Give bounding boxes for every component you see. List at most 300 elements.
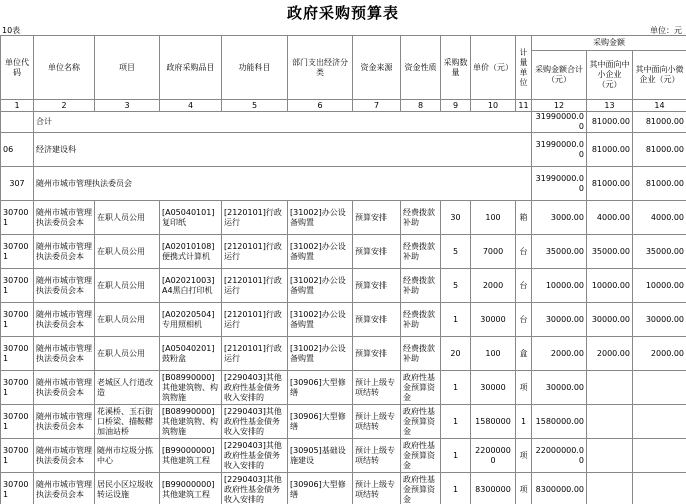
- col-number: 2: [34, 100, 95, 112]
- form-number: 10表: [2, 26, 21, 35]
- fund-source-cell: [353, 405, 401, 439]
- unit-name-cell: [34, 439, 95, 473]
- unit-meas-cell: [516, 235, 532, 269]
- table-row: [1, 371, 686, 405]
- unit-code-cell: [1, 201, 34, 235]
- header-sme: 其中面向中小企业（元）: [587, 51, 633, 100]
- amount-total-text: 30000.00: [545, 382, 584, 392]
- item-cell: [95, 303, 160, 337]
- unit-meas-cell-text: 项: [519, 382, 528, 392]
- catalog-cell-text: [A02021003]A4黑白打印机: [162, 275, 215, 295]
- item-cell: [95, 439, 160, 473]
- row-code: 307: [1, 167, 34, 201]
- price-cell: [471, 303, 516, 337]
- price-cell: [471, 371, 516, 405]
- unit-label: 单位：元: [650, 26, 682, 35]
- catalog-cell: [160, 303, 222, 337]
- amount-total: [532, 303, 587, 337]
- fund-nature-cell: [401, 371, 441, 405]
- qty-cell-text: 30: [450, 212, 461, 222]
- item-cell: [95, 269, 160, 303]
- unit-name-cell-text: 随州市城市管理执法委员会本: [36, 479, 92, 499]
- func-subject-cell-text: [2290403]其他政府性基金债务收入安排的: [224, 474, 282, 504]
- price-cell: [471, 473, 516, 504]
- item-cell-text: 老城区人行道改造: [97, 377, 153, 397]
- fund-nature-cell-text: 政府性基金预算资金: [403, 406, 435, 436]
- item-cell-text: 随州市垃圾分拣中心: [97, 445, 153, 465]
- unit-code-cell-text: 307001: [3, 309, 29, 329]
- unit-name-cell-text: 随州市城市管理执法委员会本: [36, 241, 92, 261]
- row-label: 合计: [34, 112, 532, 133]
- item-cell-text: 花溪桥、玉石街口桥梁、描鞍鞯加油站桥: [97, 406, 153, 436]
- unit-name-cell-text: 随州市城市管理执法委员会本: [36, 411, 92, 431]
- table-row: [1, 439, 686, 473]
- header-unit-code: 单位代码: [1, 36, 34, 100]
- fund-source-cell: [353, 269, 401, 303]
- func-subject-cell: [222, 371, 288, 405]
- amount-micro-text: 2000.00: [650, 348, 685, 358]
- unit-code-cell: [1, 303, 34, 337]
- unit-code-cell: [1, 439, 34, 473]
- page-title: 政府采购预算表: [286, 4, 399, 22]
- header-micro: 其中面向小微企业（元）: [633, 51, 686, 100]
- fund-nature-cell-text: 政府性基金预算资金: [403, 372, 435, 402]
- catalog-cell-text: [B99000000]其他建筑工程: [162, 479, 215, 499]
- econ-class-cell-text: [30906]大型修缮: [290, 479, 346, 499]
- fund-source-cell-text: 预计上级专项结转: [355, 377, 395, 397]
- econ-class-cell: [288, 201, 353, 235]
- amount-micro: [633, 473, 686, 504]
- qty-cell: [441, 473, 471, 504]
- func-subject-cell-text: [2290403]其他政府性基金债务收入安排的: [224, 406, 282, 436]
- econ-class-cell-text: [31002]办公设备购置: [290, 309, 346, 329]
- qty-cell-text: 1: [452, 450, 459, 460]
- amount-micro: [633, 269, 686, 303]
- fund-source-cell: [353, 371, 401, 405]
- fund-nature-cell-text: 经费拨款补助: [403, 241, 435, 261]
- econ-class-cell-text: [31002]办公设备购置: [290, 241, 346, 261]
- price-cell: [471, 337, 516, 371]
- catalog-cell: [160, 371, 222, 405]
- catalog-cell: [160, 235, 222, 269]
- header-qty: 采购数量: [441, 36, 471, 100]
- unit-meas-cell: [516, 473, 532, 504]
- unit-meas-cell-text: 台: [519, 280, 528, 290]
- catalog-cell-text: [A02010108]便携式计算机: [162, 241, 215, 261]
- col-number: 3: [95, 100, 160, 112]
- table-row: [1, 337, 686, 371]
- fund-source-cell-text: 预算安排: [355, 314, 387, 324]
- func-subject-cell: [222, 405, 288, 439]
- func-subject-cell: [222, 269, 288, 303]
- econ-class-cell: [288, 371, 353, 405]
- amount-total: [532, 439, 587, 473]
- func-subject-cell: [222, 235, 288, 269]
- budget-table: [0, 35, 686, 504]
- item-cell-text: 在职人员公用: [97, 314, 145, 324]
- header-fund-source: 资金来源: [353, 36, 401, 100]
- header-amount-group: 采购金额: [532, 36, 686, 51]
- qty-cell-text: 1: [452, 416, 459, 426]
- col-number: 9: [441, 100, 471, 112]
- price-cell-text: 100: [485, 212, 501, 222]
- catalog-cell-text: [B99000000]其他建筑工程: [162, 445, 215, 465]
- econ-class-cell-text: [31002]办公设备购置: [290, 207, 346, 227]
- qty-cell-text: 5: [452, 280, 459, 290]
- header-fund-nature: 资金性质: [401, 36, 441, 100]
- fund-source-cell: [353, 303, 401, 337]
- fund-nature-cell-text: 经费拨款补助: [403, 275, 435, 295]
- amount-total: [532, 337, 587, 371]
- unit-name-cell-text: 随州市城市管理执法委员会本: [36, 445, 92, 465]
- amount-sme: 81000.00: [587, 167, 633, 201]
- item-cell: [95, 201, 160, 235]
- col-number: 14: [633, 100, 686, 112]
- fund-nature-cell: [401, 303, 441, 337]
- fund-nature-cell: [401, 201, 441, 235]
- price-cell-text: 1580000: [475, 416, 511, 426]
- amount-total: [532, 405, 587, 439]
- unit-code-cell-text: 307001: [3, 343, 29, 363]
- catalog-cell-text: [A02020504]专用照相机: [162, 309, 215, 329]
- unit-code-cell: [1, 337, 34, 371]
- col-number: 1: [1, 100, 34, 112]
- unit-name-cell: [34, 405, 95, 439]
- unit-name-cell-text: 随州市城市管理执法委员会本: [36, 309, 92, 329]
- unit-meas-cell-text: 台: [519, 314, 528, 324]
- catalog-cell: [160, 405, 222, 439]
- unit-meas-cell-text: 1: [520, 416, 527, 426]
- header-func-subject: 功能科目: [222, 36, 288, 100]
- fund-source-cell-text: 预算安排: [355, 348, 387, 358]
- unit-name-cell-text: 随州市城市管理执法委员会本: [36, 207, 92, 227]
- column-number-row: [1, 100, 686, 112]
- unit-code-cell-text: 307001: [3, 411, 29, 431]
- unit-code-cell-text: 307001: [3, 377, 29, 397]
- econ-class-cell: [288, 439, 353, 473]
- fund-nature-cell-text: 经费拨款补助: [403, 309, 435, 329]
- amount-micro: [633, 405, 686, 439]
- unit-name-cell: [34, 303, 95, 337]
- qty-cell: [441, 405, 471, 439]
- price-cell: [471, 201, 516, 235]
- unit-meas-cell-text: 项: [519, 484, 528, 494]
- econ-class-cell: [288, 473, 353, 504]
- amount-micro-text: 4000.00: [650, 212, 685, 222]
- item-cell-text: 在职人员公用: [97, 348, 145, 358]
- unit-name-cell-text: 随州市城市管理执法委员会本: [36, 377, 92, 397]
- price-cell-text: 2000: [482, 280, 504, 290]
- row-code: 06: [1, 133, 34, 167]
- price-cell-text: 30000: [480, 382, 506, 392]
- amount-sme-text: 4000.00: [596, 212, 630, 222]
- amount-sme-text: 35000.00: [591, 246, 630, 256]
- header-item: 项目: [95, 36, 160, 100]
- func-subject-cell: [222, 439, 288, 473]
- price-cell: [471, 439, 516, 473]
- detail-rows: [1, 201, 686, 504]
- amount-total: [532, 201, 587, 235]
- price-cell-text: 30000: [480, 314, 506, 324]
- unit-meas-cell-text: 项: [519, 450, 528, 460]
- unit-code-cell-text: 307001: [3, 445, 29, 465]
- col-number: 4: [160, 100, 222, 112]
- func-subject-cell-text: [2120101]行政运行: [224, 343, 282, 363]
- amount-sme: [587, 235, 633, 269]
- unit-name-cell: [34, 337, 95, 371]
- amount-total: [532, 473, 587, 504]
- amount-total: [532, 371, 587, 405]
- fund-nature-cell-text: 政府性基金预算资金: [403, 474, 435, 504]
- qty-cell: [441, 235, 471, 269]
- fund-nature-cell: [401, 337, 441, 371]
- func-subject-cell-text: [2120101]行政运行: [224, 275, 282, 295]
- unit-code-cell: [1, 269, 34, 303]
- amount-total-text: 35000.00: [545, 246, 584, 256]
- amount-total: 31990000.00: [532, 167, 587, 201]
- amount-micro: [633, 303, 686, 337]
- qty-cell: [441, 303, 471, 337]
- unit-name-cell-text: 随州市城市管理执法委员会本: [36, 343, 92, 363]
- unit-code-cell-text: 307001: [3, 275, 29, 295]
- qty-cell: [441, 269, 471, 303]
- col-number: 7: [353, 100, 401, 112]
- unit-meas-cell: [516, 337, 532, 371]
- unit-code-cell-text: 307001: [3, 207, 29, 227]
- amount-micro-text: 10000.00: [645, 280, 685, 290]
- qty-cell: [441, 439, 471, 473]
- row-label: 经济建设科: [34, 133, 532, 167]
- item-cell: [95, 337, 160, 371]
- qty-cell: [441, 337, 471, 371]
- func-subject-cell-text: [2120101]行政运行: [224, 309, 282, 329]
- fund-nature-cell-text: 经费拨款补助: [403, 207, 435, 227]
- amount-sme: 81000.00: [587, 133, 633, 167]
- unit-code-cell: [1, 235, 34, 269]
- unit-meas-cell: [516, 405, 532, 439]
- item-cell-text: 在职人员公用: [97, 212, 145, 222]
- fund-nature-cell: [401, 439, 441, 473]
- price-cell: [471, 405, 516, 439]
- econ-class-cell: [288, 303, 353, 337]
- econ-class-cell-text: [30906]大型修缮: [290, 377, 346, 397]
- qty-cell: [441, 201, 471, 235]
- amount-sme: [587, 269, 633, 303]
- col-number: 13: [587, 100, 633, 112]
- econ-class-cell: [288, 269, 353, 303]
- price-cell-text: 100: [485, 348, 501, 358]
- fund-source-cell-text: 预计上级专项结转: [355, 479, 395, 499]
- unit-code-cell: [1, 371, 34, 405]
- fund-source-cell-text: 预算安排: [355, 280, 387, 290]
- amount-total: 31990000.00: [532, 112, 587, 133]
- table-row: [1, 405, 686, 439]
- amount-total-text: 3000.00: [550, 212, 584, 222]
- catalog-cell: [160, 269, 222, 303]
- catalog-cell: [160, 473, 222, 504]
- amount-micro: [633, 235, 686, 269]
- header-price: 单价（元）: [471, 36, 516, 100]
- item-cell: [95, 405, 160, 439]
- unit-name-cell-text: 随州市城市管理执法委员会本: [36, 275, 92, 295]
- amount-sme-text: 2000.00: [596, 348, 630, 358]
- econ-class-cell-text: [31002]办公设备购置: [290, 275, 346, 295]
- fund-source-cell: [353, 439, 401, 473]
- unit-meas-cell-text: 台: [519, 246, 528, 256]
- amount-total-text: 8300000.00: [535, 484, 584, 494]
- item-cell: [95, 235, 160, 269]
- func-subject-cell-text: [2290403]其他政府性基金债务收入安排的: [224, 440, 282, 470]
- unit-meas-cell: [516, 371, 532, 405]
- agency-row: [1, 167, 686, 201]
- header-unit-name: 单位名称: [34, 36, 95, 100]
- amount-total-text: 2000.00: [550, 348, 584, 358]
- unit-code-cell-text: 307001: [3, 479, 29, 499]
- fund-nature-cell: [401, 269, 441, 303]
- catalog-cell: [160, 337, 222, 371]
- header-catalog: 政府采购品目: [160, 36, 222, 100]
- unit-code-cell: [1, 473, 34, 504]
- fund-nature-cell: [401, 473, 441, 504]
- fund-source-cell-text: 预算安排: [355, 246, 387, 256]
- fund-source-cell: [353, 473, 401, 504]
- amount-micro-text: 35000.00: [645, 246, 685, 256]
- amount-sme: [587, 303, 633, 337]
- func-subject-cell: [222, 303, 288, 337]
- amount-total-text: 30000.00: [545, 314, 584, 324]
- amount-total: [532, 235, 587, 269]
- unit-name-cell: [34, 269, 95, 303]
- econ-class-cell: [288, 337, 353, 371]
- catalog-cell-text: [A05040201]鼓粉盒: [162, 343, 215, 363]
- unit-code-cell: [1, 405, 34, 439]
- fund-source-cell: [353, 201, 401, 235]
- catalog-cell: [160, 439, 222, 473]
- econ-class-cell: [288, 405, 353, 439]
- item-cell-text: 居民小区垃圾收转运设施: [97, 479, 153, 499]
- unit-meas-cell: [516, 269, 532, 303]
- col-number: 6: [288, 100, 353, 112]
- col-number: 8: [401, 100, 441, 112]
- amount-micro-text: 30000.00: [645, 314, 685, 324]
- func-subject-cell: [222, 473, 288, 504]
- unit-meas-cell: [516, 303, 532, 337]
- fund-nature-cell: [401, 235, 441, 269]
- amount-micro: [633, 439, 686, 473]
- unit-name-cell: [34, 473, 95, 504]
- unit-code-cell-text: 307001: [3, 241, 29, 261]
- unit-name-cell: [34, 235, 95, 269]
- amount-total-text: 10000.00: [545, 280, 584, 290]
- amount-micro: 81000.00: [633, 133, 686, 167]
- fund-nature-cell-text: 经费拨款补助: [403, 343, 435, 363]
- qty-cell-text: 1: [452, 382, 459, 392]
- func-subject-cell: [222, 201, 288, 235]
- econ-class-cell-text: [30906]大型修缮: [290, 411, 346, 431]
- qty-cell-text: 20: [450, 348, 461, 358]
- amount-total: [532, 269, 587, 303]
- amount-sme: [587, 371, 633, 405]
- amount-sme: [587, 439, 633, 473]
- amount-micro: 81000.00: [633, 112, 686, 133]
- fund-source-cell-text: 预算安排: [355, 212, 387, 222]
- price-cell-text: 8300000: [475, 484, 511, 494]
- amount-sme-text: 30000.00: [591, 314, 630, 324]
- price-cell: [471, 235, 516, 269]
- econ-class-cell-text: [31002]办公设备购置: [290, 343, 346, 363]
- price-cell-text: 7000: [482, 246, 504, 256]
- amount-sme: [587, 201, 633, 235]
- table-row: [1, 303, 686, 337]
- amount-sme: [587, 337, 633, 371]
- total-row: [1, 112, 686, 133]
- unit-meas-cell-text: 盒: [519, 348, 528, 358]
- unit-name-cell: [34, 201, 95, 235]
- fund-nature-cell-text: 政府性基金预算资金: [403, 440, 435, 470]
- qty-cell-text: 1: [452, 314, 459, 324]
- col-number: 5: [222, 100, 288, 112]
- header-econ-class: 部门支出经济分类: [288, 36, 353, 100]
- catalog-cell-text: [A05040101]复印纸: [162, 207, 215, 227]
- amount-sme: 81000.00: [587, 112, 633, 133]
- catalog-cell-text: [B08990000]其他建筑物、构筑物施: [162, 372, 218, 402]
- header-total: 采购金额合计（元）: [532, 51, 587, 100]
- catalog-cell: [160, 201, 222, 235]
- price-cell: [471, 269, 516, 303]
- fund-source-cell-text: 预计上级专项结转: [355, 411, 395, 431]
- qty-cell: [441, 371, 471, 405]
- row-label: 随州市城市管理执法委员会: [34, 167, 532, 201]
- func-subject-cell-text: [2290403]其他政府性基金债务收入安排的: [224, 372, 282, 402]
- amount-total-text: 22000000.00: [535, 445, 584, 465]
- catalog-cell-text: [B08990000]其他建筑物、构筑物施: [162, 406, 218, 436]
- amount-total-text: 1580000.00: [535, 416, 584, 426]
- amount-total: 31990000.00: [532, 133, 587, 167]
- table-row: [1, 201, 686, 235]
- item-cell: [95, 473, 160, 504]
- col-number: 11: [516, 100, 532, 112]
- amount-sme: [587, 473, 633, 504]
- amount-micro: 81000.00: [633, 167, 686, 201]
- fund-nature-cell: [401, 405, 441, 439]
- amount-micro: [633, 371, 686, 405]
- func-subject-cell: [222, 337, 288, 371]
- price-cell-text: 22000000: [475, 445, 511, 465]
- table-row: [1, 473, 686, 504]
- fund-source-cell-text: 预计上级专项结转: [355, 445, 395, 465]
- item-cell-text: 在职人员公用: [97, 246, 145, 256]
- econ-class-cell: [288, 235, 353, 269]
- fund-source-cell: [353, 337, 401, 371]
- item-cell-text: 在职人员公用: [97, 280, 145, 290]
- col-number: 10: [471, 100, 516, 112]
- func-subject-cell-text: [2120101]行政运行: [224, 241, 282, 261]
- econ-class-cell-text: [30905]基础设施建设: [290, 445, 346, 465]
- unit-name-cell: [34, 371, 95, 405]
- amount-sme-text: 10000.00: [591, 280, 630, 290]
- amount-sme: [587, 405, 633, 439]
- qty-cell-text: 5: [452, 246, 459, 256]
- header-unit-meas: 计量单位: [516, 36, 532, 100]
- table-row: [1, 235, 686, 269]
- unit-meas-cell: [516, 201, 532, 235]
- col-number: 12: [532, 100, 587, 112]
- table-row: [1, 269, 686, 303]
- unit-meas-cell: [516, 439, 532, 473]
- amount-micro: [633, 337, 686, 371]
- qty-cell-text: 1: [452, 484, 459, 494]
- unit-meas-cell-text: 箱: [519, 212, 528, 222]
